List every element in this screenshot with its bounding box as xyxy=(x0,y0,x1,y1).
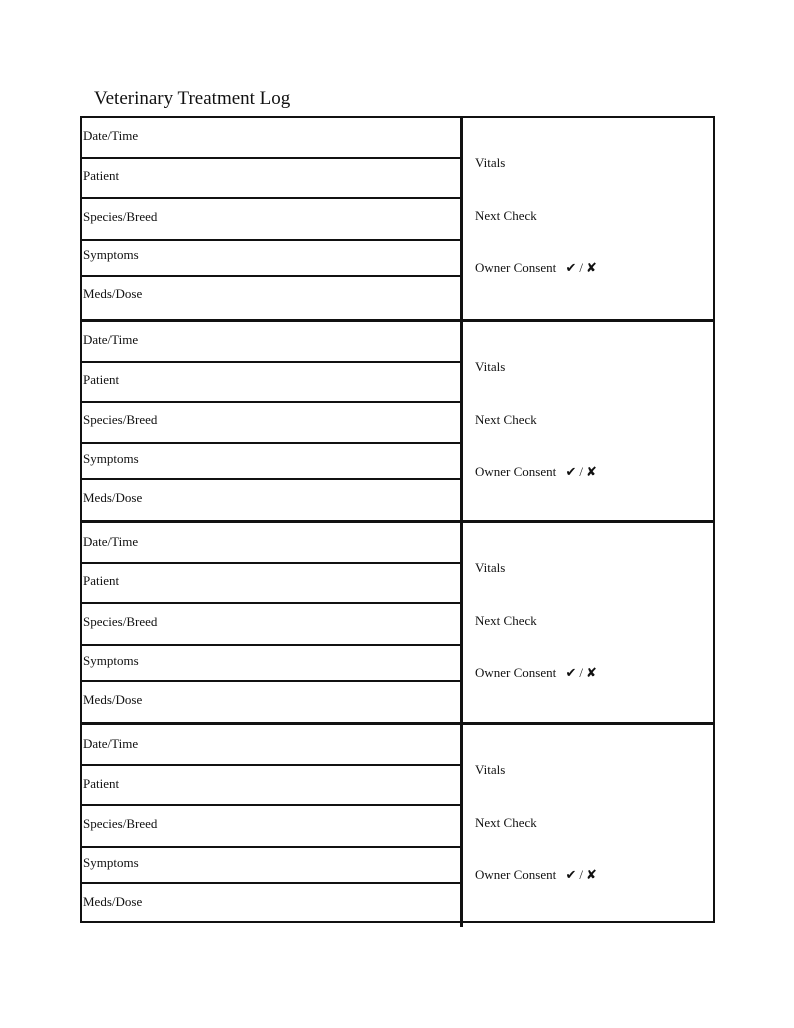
symptoms-label: Symptoms xyxy=(83,855,139,870)
owner-consent-label: Owner Consent xyxy=(475,464,557,479)
patient-label: Patient xyxy=(83,776,120,791)
row-divider xyxy=(82,644,460,646)
page-title: Veterinary Treatment Log xyxy=(94,88,291,109)
vitals-label: Vitals xyxy=(475,359,506,374)
next-check-label: Next Check xyxy=(475,208,537,223)
consent-separator: / xyxy=(579,665,584,680)
next-check-label: Next Check xyxy=(475,613,537,628)
symptoms-label: Symptoms xyxy=(83,247,139,262)
meds-dose-label: Meds/Dose xyxy=(83,692,143,707)
owner-consent-row xyxy=(475,260,597,277)
species-breed-label: Species/Breed xyxy=(83,209,158,224)
next-check-label: Next Check xyxy=(475,412,537,427)
consent-check-icon[interactable]: ✔ xyxy=(565,261,577,276)
date-time-label: Date/Time xyxy=(83,332,139,347)
consent-check-icon[interactable]: ✔ xyxy=(565,465,577,480)
owner-consent-row xyxy=(475,867,597,884)
vitals-label: Vitals xyxy=(475,762,506,777)
row-divider xyxy=(82,562,460,564)
row-divider xyxy=(82,361,460,363)
column-divider xyxy=(460,322,463,524)
row-divider xyxy=(82,478,460,480)
treatment-entry-3 xyxy=(82,520,713,725)
species-breed-label: Species/Breed xyxy=(83,412,158,427)
owner-consent-row xyxy=(475,464,597,481)
treatment-entry-2 xyxy=(82,319,713,524)
row-divider xyxy=(82,846,460,848)
date-time-label: Date/Time xyxy=(83,128,139,143)
species-breed-label: Species/Breed xyxy=(83,816,158,831)
consent-cross-icon[interactable]: ✘ xyxy=(586,868,597,883)
row-divider xyxy=(82,680,460,682)
symptoms-label: Symptoms xyxy=(83,653,139,668)
meds-dose-label: Meds/Dose xyxy=(83,286,143,301)
row-divider xyxy=(82,764,460,766)
symptoms-label: Symptoms xyxy=(83,451,139,466)
meds-dose-label: Meds/Dose xyxy=(83,490,143,505)
row-divider xyxy=(82,239,460,241)
patient-label: Patient xyxy=(83,372,120,387)
consent-cross-icon[interactable]: ✘ xyxy=(586,261,597,276)
row-divider xyxy=(82,602,460,604)
row-divider xyxy=(82,804,460,806)
owner-consent-label: Owner Consent xyxy=(475,665,557,680)
vitals-label: Vitals xyxy=(475,560,506,575)
row-divider xyxy=(82,197,460,199)
row-divider xyxy=(82,401,460,403)
column-divider xyxy=(460,523,463,725)
date-time-label: Date/Time xyxy=(83,534,139,549)
owner-consent-label: Owner Consent xyxy=(475,260,557,275)
consent-separator: / xyxy=(579,464,584,479)
consent-separator: / xyxy=(579,867,584,882)
consent-check-icon[interactable]: ✔ xyxy=(565,666,577,681)
consent-cross-icon[interactable]: ✘ xyxy=(586,666,597,681)
row-divider xyxy=(82,882,460,884)
consent-cross-icon[interactable]: ✘ xyxy=(586,465,597,480)
vitals-label: Vitals xyxy=(475,155,506,170)
owner-consent-label: Owner Consent xyxy=(475,867,557,882)
treatment-entry-1 xyxy=(82,118,713,320)
row-divider xyxy=(82,157,460,159)
species-breed-label: Species/Breed xyxy=(83,614,158,629)
column-divider xyxy=(460,725,463,927)
consent-separator: / xyxy=(579,260,584,275)
consent-check-icon[interactable]: ✔ xyxy=(565,868,577,883)
row-divider xyxy=(82,275,460,277)
owner-consent-row xyxy=(475,665,597,682)
treatment-entry-4 xyxy=(82,722,713,927)
date-time-label: Date/Time xyxy=(83,736,139,751)
meds-dose-label: Meds/Dose xyxy=(83,894,143,909)
patient-label: Patient xyxy=(83,168,120,183)
next-check-label: Next Check xyxy=(475,815,537,830)
patient-label: Patient xyxy=(83,573,120,588)
treatment-log-table xyxy=(80,116,715,923)
row-divider xyxy=(82,442,460,444)
column-divider xyxy=(460,118,463,320)
